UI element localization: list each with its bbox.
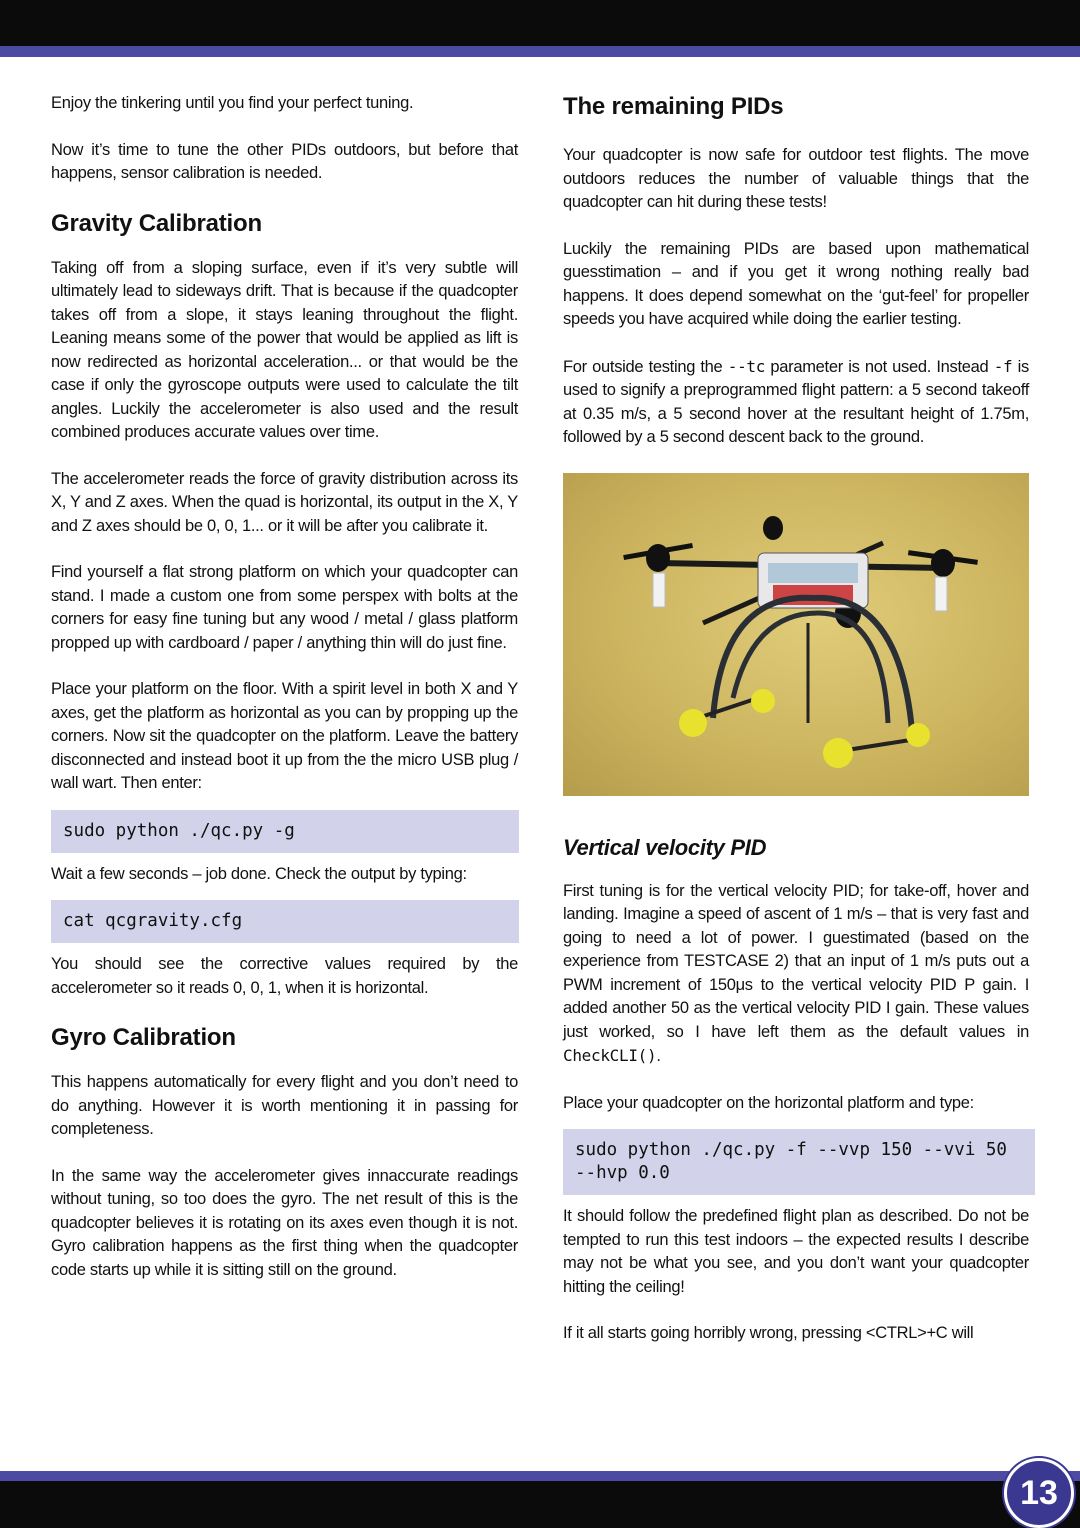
paragraph: Place your quadcopter on the horizontal platform and type: bbox=[563, 1093, 974, 1112]
text-run: parameter is not used. Instead bbox=[765, 357, 994, 376]
paragraph: The accelerometer reads the force of gravity distribution across its X, Y and Z axes. When the quad is horizontal, its output in the X, Y and Z axes should be 0, 0, 1... or it will be after you calibrate it. bbox=[51, 469, 518, 535]
code-block-gravity-command: sudo python ./qc.py -g bbox=[51, 810, 519, 853]
paragraph: Place your platform on the floor. With a spirit level in both X and Y axes, get the platform as horizontal as you can by propping up the corners. Now sit the quadcopter on the platform. Leave the battery disconnected and instead boot it up from the the micro USB plug / wall wart. Then enter: bbox=[51, 680, 518, 792]
vertical-velocity-pid-heading: Vertical velocity PID bbox=[563, 834, 767, 860]
paragraph: You should see the corrective values required by the accelerometer so it reads 0, 0, 1, when it is horizontal. bbox=[51, 955, 518, 997]
text-run: . bbox=[656, 1047, 661, 1065]
quadcopter-illustration bbox=[563, 473, 1029, 796]
paragraph: It should follow the predefined flight plan as described. Do not be tempted to run this test indoors – the expected results I describe may not be what you see, and you don’t want your quadcopter hitting the ceiling! bbox=[563, 1207, 1029, 1296]
paragraph: Find yourself a flat strong platform on which your quadcopter can stand. I made a custom one from some perspex with bolts at the corners for easy fine tuning but any wood / metal / glass platform propped up with cardboard / paper / anything thin will do just fine. bbox=[51, 563, 518, 652]
bottom-accent-stripe bbox=[0, 1471, 1080, 1481]
top-accent-stripe bbox=[0, 46, 1080, 57]
paragraph: Luckily the remaining PIDs are based upon mathematical guesstimation – and if you get it wrong nothing really bad happens. It does depend somewhat on the ‘gut-feel’ for propeller speeds you have acquired while doing the earlier testing. bbox=[563, 239, 1029, 328]
gravity-calibration-heading: Gravity Calibration bbox=[51, 209, 262, 237]
inline-code-f: -f bbox=[993, 356, 1013, 376]
text-run: For outside testing the bbox=[563, 357, 728, 376]
right-column bbox=[563, 92, 1029, 1369]
code-block-cat-gravity: cat qcgravity.cfg bbox=[51, 900, 519, 943]
paragraph: If it all starts going horribly wrong, pressing <CTRL>+C will bbox=[563, 1324, 974, 1342]
paragraph: Enjoy the tinkering until you find your perfect tuning. bbox=[51, 94, 414, 112]
left-column bbox=[51, 92, 518, 1305]
paragraph: In the same way the accelerometer gives innaccurate readings without tuning, so too does the gyro. The net result of this is the quadcopter believes it is rotating on its axes even though it is not. Gyro calibration happens as the first thing when the quadcopter code starts up while it is sitting still on the ground. bbox=[51, 1166, 518, 1279]
bottom-footer-band bbox=[0, 1481, 1080, 1528]
paragraph-vertical-velocity bbox=[563, 880, 1029, 1069]
code-block-flight-command: sudo python ./qc.py -f --vvp 150 --vvi 50 --hvp 0.0 bbox=[563, 1129, 1035, 1195]
page-number-badge: 13 bbox=[1004, 1458, 1074, 1528]
text-run: is used to signify a preprogrammed flight pattern: a 5 second takeoff at 0.35 m/s, a 5 second hover at the resultant height of 1.75m, followed by a 5 second descent back to the ground. bbox=[563, 357, 1029, 446]
paragraph-outside-testing bbox=[563, 355, 1029, 450]
top-header-band bbox=[0, 0, 1080, 46]
inline-code-checkcli: CheckCLI() bbox=[563, 1046, 657, 1065]
quadcopter-photo bbox=[563, 473, 1029, 796]
paragraph: Your quadcopter is now safe for outdoor test flights. The move outdoors reduces the number of valuable things that the quadcopter can hit during these tests! bbox=[563, 146, 1029, 211]
inline-code-tc: --tc bbox=[727, 356, 766, 376]
paragraph: Taking off from a sloping surface, even if it’s very subtle will ultimately lead to sideways drift. That is because if the quadcopter takes off from a slope, it stays leaning throughout the flight. Leaning means some of the power that would be applied as lift is now redirected as horizontal acceleration... or that would be the case if only the gyroscope outputs were used to calculate the tilt angles. Luckily the accelerometer is also used and the result combined produces accurate values over time. bbox=[51, 258, 518, 441]
text-run: First tuning is for the vertical velocity PID; for take-off, hover and landing. Imagine a speed of ascent of 1 m/s – that is very fast and going to need a lot of power. I guestimated (based on the experience from TESTCASE 2) that an input of 1 m/s puts out a PWM increment of 150μs to the vertical velocity PID P gain. I added another 50 as the vertical velocity PID I gain. These values just worked, so I have left them as the default values in bbox=[563, 881, 1029, 1041]
paragraph: Wait a few seconds – job done. Check the output by typing: bbox=[51, 864, 467, 883]
paragraph: Now it’s time to tune the other PIDs outdoors, but before that happens, sensor calibration is needed. bbox=[51, 140, 518, 182]
paragraph: This happens automatically for every flight and you don’t need to do anything. However it is worth mentioning it in passing for completeness. bbox=[51, 1073, 518, 1138]
gyro-calibration-heading: Gyro Calibration bbox=[51, 1024, 236, 1051]
remaining-pids-heading: The remaining PIDs bbox=[563, 93, 784, 120]
